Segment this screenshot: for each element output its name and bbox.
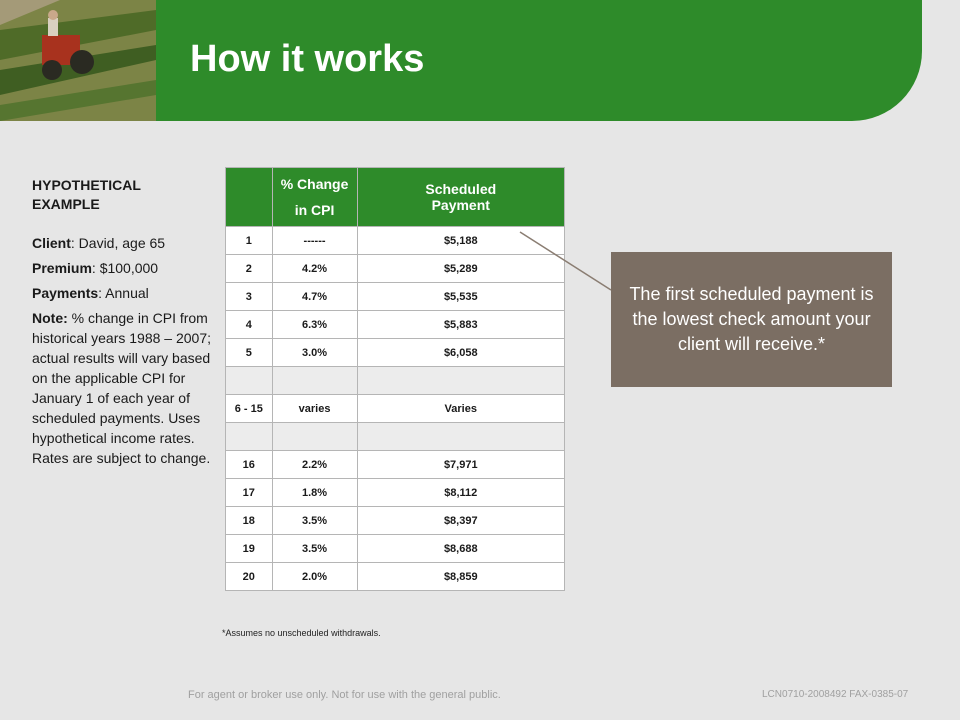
cpi-cell: 3.5% <box>272 535 357 563</box>
year-cell <box>226 367 273 395</box>
year-cell: 18 <box>226 507 273 535</box>
year-cell: 4 <box>226 311 273 339</box>
cpi-cell: 4.7% <box>272 283 357 311</box>
payment-cell: Varies <box>357 395 564 423</box>
table-row <box>226 507 565 535</box>
table-row <box>226 311 565 339</box>
cpi-cell: 2.0% <box>272 563 357 591</box>
year-cell <box>226 423 273 451</box>
year-cell: 3 <box>226 283 273 311</box>
payment-cell: $6,058 <box>357 339 564 367</box>
year-header <box>226 168 273 227</box>
cpi-cell: 6.3% <box>272 311 357 339</box>
payment-cell: $8,688 <box>357 535 564 563</box>
payment-cell: $5,188 <box>357 227 564 255</box>
example-heading: HYPOTHETICAL EXAMPLE <box>32 177 141 212</box>
footer-disclaimer: For agent or broker use only. Not for use with the general public. <box>188 689 501 701</box>
table-row <box>226 255 565 283</box>
premium-label: Premium <box>32 260 92 276</box>
cpi-cell: 3.0% <box>272 339 357 367</box>
year-cell: 5 <box>226 339 273 367</box>
payment-cell: $5,289 <box>357 255 564 283</box>
table-row <box>226 227 565 255</box>
cpi-header-line2: in CPI <box>294 202 335 218</box>
cpi-cell: ------ <box>272 227 357 255</box>
table-row <box>226 423 565 451</box>
table-row <box>226 563 565 591</box>
cpi-cell <box>272 367 357 395</box>
cpi-header-line1: % Change <box>280 176 349 192</box>
vineyard-tractor-photo <box>0 0 156 121</box>
table-header-row <box>226 168 565 227</box>
table-row <box>226 479 565 507</box>
client-line <box>32 233 212 253</box>
table-row <box>226 283 565 311</box>
payment-cell: $7,971 <box>357 451 564 479</box>
cpi-cell: 1.8% <box>272 479 357 507</box>
table-row <box>226 367 565 395</box>
cpi-cell: 4.2% <box>272 255 357 283</box>
year-cell: 1 <box>226 227 273 255</box>
premium-line <box>32 258 212 278</box>
table-row <box>226 535 565 563</box>
table-row <box>226 339 565 367</box>
payment-cell: $8,859 <box>357 563 564 591</box>
footnote: *Assumes no unscheduled withdrawals. <box>222 628 381 638</box>
payment-cell: $8,112 <box>357 479 564 507</box>
payment-cell: $5,883 <box>357 311 564 339</box>
cpi-header <box>272 168 357 227</box>
note-line <box>32 308 212 468</box>
cpi-cell <box>272 423 357 451</box>
payment-cell: $8,397 <box>357 507 564 535</box>
year-cell: 20 <box>226 563 273 591</box>
payments-value: : Annual <box>98 285 149 301</box>
year-cell: 17 <box>226 479 273 507</box>
footer-code: LCN0710-2008492 FAX-0385-07 <box>762 689 909 700</box>
payments-line <box>32 283 212 303</box>
cpi-cell: 3.5% <box>272 507 357 535</box>
note-label: Note: <box>32 310 68 326</box>
table-row <box>226 451 565 479</box>
payment-cell <box>357 367 564 395</box>
callout-box: The first scheduled payment is the lowest check amount your client will receive.* <box>611 252 892 387</box>
payment-table <box>225 167 565 591</box>
client-value: : David, age 65 <box>70 235 166 251</box>
note-value: % change in CPI from historical years 1988 – 2007; actual results will vary based on the applicable CPI for January 1 of each year of scheduled payments. Uses hypothetical income rates. Rates are subject to change. <box>32 310 211 466</box>
page-title: How it works <box>190 38 425 80</box>
payment-cell <box>357 423 564 451</box>
year-cell: 19 <box>226 535 273 563</box>
example-sidebar <box>32 176 212 473</box>
cpi-cell: 2.2% <box>272 451 357 479</box>
payment-header-label: Scheduled Payment <box>425 181 497 213</box>
table-row <box>226 395 565 423</box>
payment-cell: $5,535 <box>357 283 564 311</box>
year-cell: 2 <box>226 255 273 283</box>
client-label: Client <box>32 235 71 251</box>
payment-header <box>357 168 564 227</box>
year-cell: 16 <box>226 451 273 479</box>
payments-label: Payments <box>32 285 99 301</box>
cpi-cell: varies <box>272 395 357 423</box>
year-cell: 6 - 15 <box>226 395 273 423</box>
premium-value: : $100,000 <box>91 260 159 276</box>
